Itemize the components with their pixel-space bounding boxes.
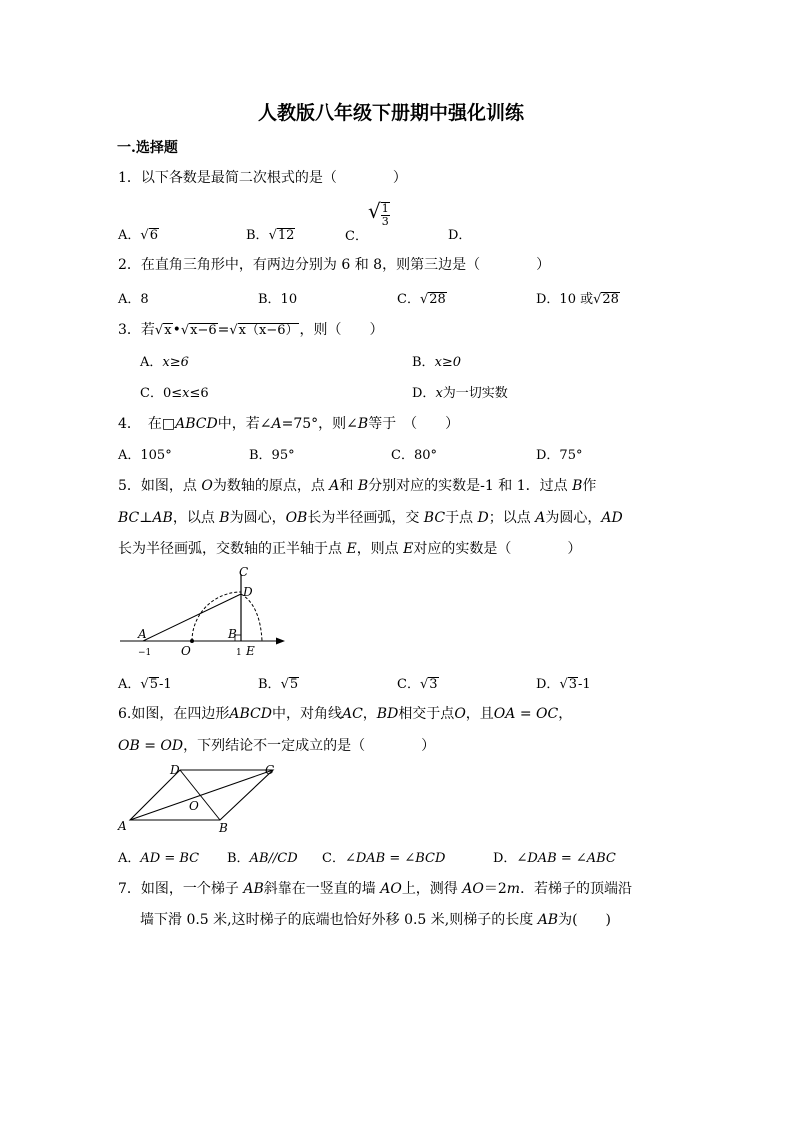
question-7-line-2: 墙下滑 0.5 米,这时梯子的底端也恰好外移 0.5 米,则梯子的长度 AB为( ) [140,912,612,928]
question-5-option-b: B．√5 [258,677,299,692]
label-e: E [246,644,255,658]
question-3-option-c: C．0≤x≤6 [140,386,209,401]
question-2-option-b: B．10 [258,292,298,307]
question-5-line-3: 长为半径画弧，交数轴的正半轴于点 E，则点 E对应的实数是（ ） [118,541,582,557]
diagonal-ac [130,770,273,820]
question-1-option-c: C．√ $\frac{1}{3}$ [345,199,389,244]
radicand: 12 [277,228,295,243]
question-2-stem: 2．在直角三角形中，有两边分别为 6 和 8，则第三边是（ ） [118,257,551,273]
radicand: 28 [429,292,446,307]
question-6-option-c: C．∠DAB = ∠BCD [322,851,446,866]
question-6-line-1: 6.如图，在四边形ABCD中，对角线AC，BD相交于点O，且OA = OC， [118,706,573,722]
question-1-option-a: A．√6 [118,228,158,243]
radicand: 3 [429,677,438,692]
question-3-option-d: D．x为一切实数 [412,386,508,401]
question-5-line-1: 5．如图，点 O为数轴的原点，点 A和 B分别对应的实数是-1 和 1．过点 B作 [118,478,597,494]
question-5-option-d: D．√3-1 [536,677,591,692]
label-a: A [118,819,127,833]
question-3-option-a: A．x≥6 [140,355,189,370]
question-1-stem: 1．以下各数是最简二次根式的是（ ） [118,170,407,186]
question-6-option-a: A．AD = BC [118,851,200,866]
question-2-option-c: C．√28 [397,292,446,307]
question-5-option-c: C．√3 [397,677,438,692]
question-4-option-a: A．105° [118,448,172,463]
section-heading: 一.选择题 [117,140,178,156]
fraction-denominator: 3 [381,214,389,228]
radicand: x [164,323,172,338]
question-4-option-b: B．95° [249,448,295,463]
segment-ad [143,594,241,641]
question-6-line-2: OB = OD，下列结论不一定成立的是（ ） [118,738,436,754]
label-b: B [228,627,237,641]
label-a: A [138,627,147,641]
diagonal-bd [180,770,220,820]
label-b: B [219,821,228,835]
question-4-stem: 4． 在□ABCD中，若∠A=75°，则∠B等于 （ ） [118,416,460,432]
question-5-figure [115,562,295,662]
question-3-stem: 3．若√x•√x−6=√x（x−6），则（ ） [118,322,384,338]
arrow-head-icon [276,638,285,645]
tick-label-one: 1 [236,648,242,658]
radicand: 3 [568,677,578,692]
tick-label-minus-one: −1 [138,648,152,658]
radicand: 5 [149,677,158,692]
question-6-option-b: B．AB//CD [227,851,298,866]
label-d: D [243,585,253,599]
label-c: C [265,763,275,777]
question-1-option-b: B．√12 [246,228,295,243]
label-o: O [189,799,199,813]
radicand: x−6 [190,323,217,338]
arc-ad [241,594,262,641]
radicand: x（x−6） [238,323,299,338]
page-title: 人教版八年级下册期中强化训练 [258,102,525,124]
question-7-line-1: 7．如图，一个梯子 AB斜靠在一竖直的墙 AO上，测得 AO＝2m．若梯子的顶端沿 [118,881,633,897]
question-4-option-c: C．80° [391,448,437,463]
question-5-line-2: BC⊥AB，以点 B为圆心，OB长为半径画弧，交 BC于点 D；以点 A为圆心，AD [118,510,623,526]
radicand: 6 [149,228,158,243]
question-6-option-d: D．∠DAB = ∠ABC [493,851,616,866]
question-1-option-d: D． [448,228,472,243]
question-6-figure [115,760,290,838]
question-3-option-b: B．x≥0 [412,355,462,370]
label-c: C [239,565,249,579]
question-4-option-d: D．75° [536,448,583,463]
question-2-option-d: D．10 或√28 [536,292,619,307]
label-o: O [181,644,191,658]
radicand: 5 [289,677,299,692]
fraction-numerator: 1 [381,201,389,215]
label-d: D [170,763,180,777]
origin-point [190,639,194,643]
question-5-option-a: A．√5-1 [118,677,172,692]
radicand: 28 [602,292,619,307]
question-2-option-a: A．8 [118,292,149,307]
